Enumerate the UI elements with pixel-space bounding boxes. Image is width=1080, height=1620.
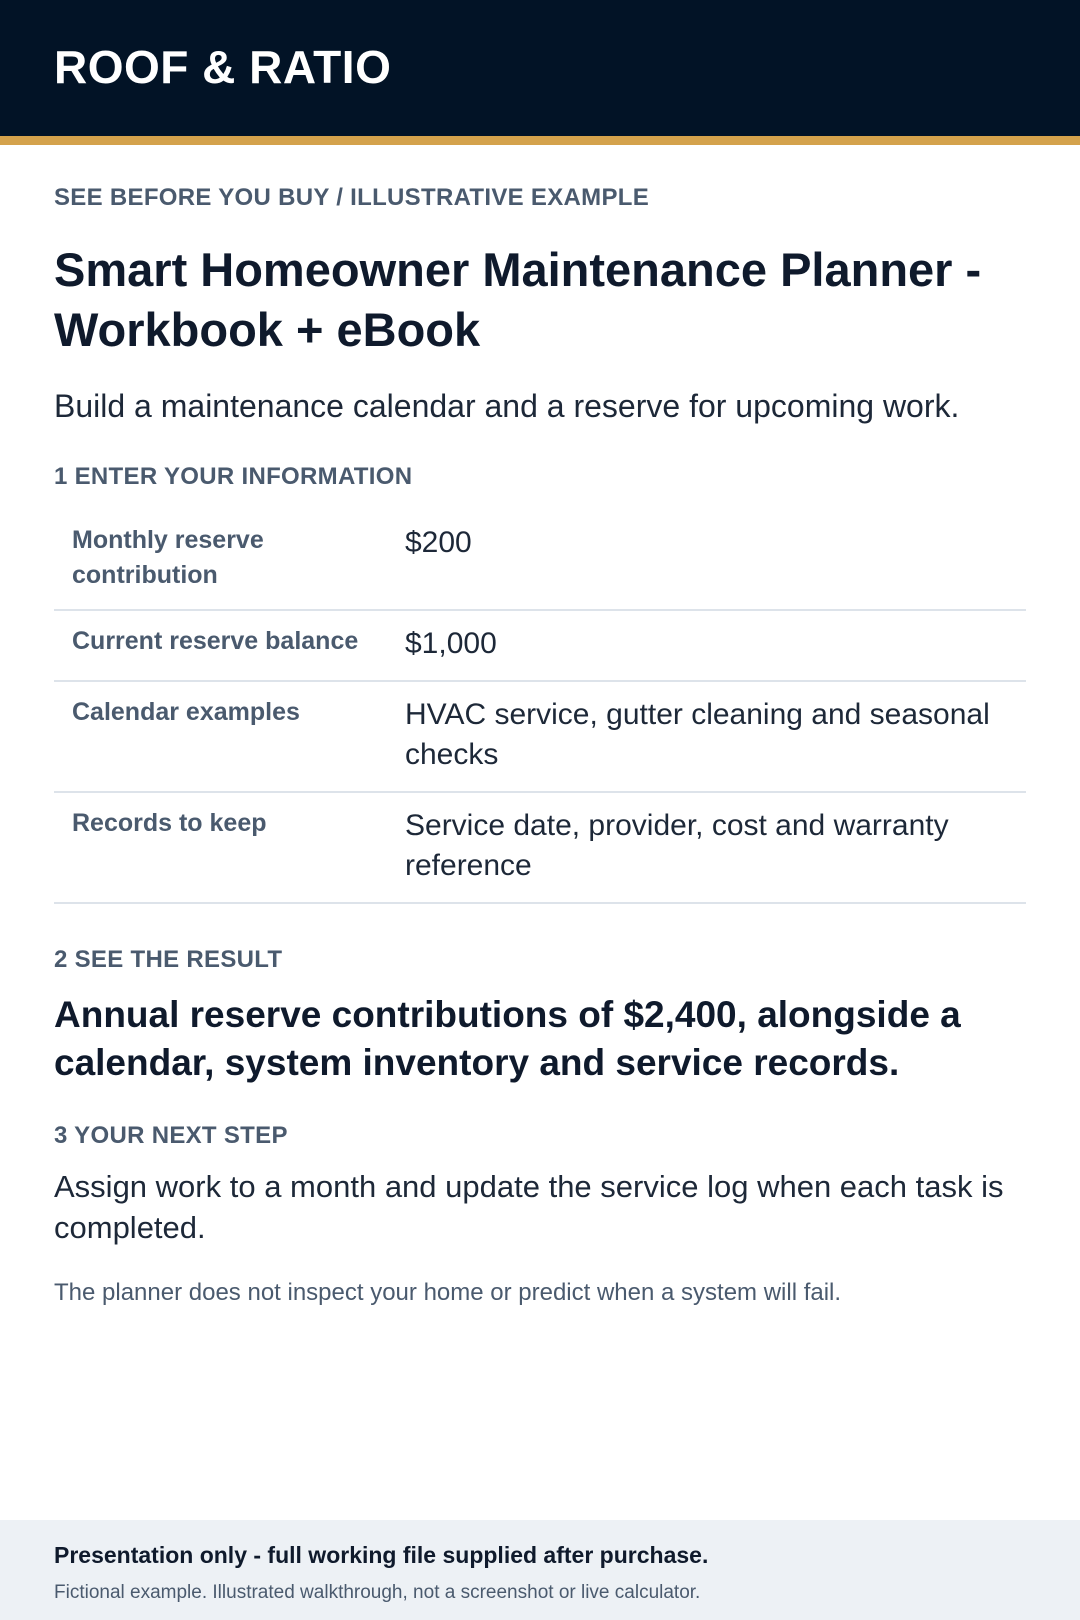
footer-presentation-note: Presentation only - full working file supplied after purchase. <box>54 1542 709 1568</box>
next-step-text: Assign work to a month and update the service log when each task is completed. <box>54 1169 1004 1245</box>
row-value: HVAC service, gutter cleaning and seasonal checks <box>405 698 990 771</box>
row-label: Calendar examples <box>72 698 300 726</box>
table-row <box>54 510 1026 611</box>
section-result-label: 2 SEE THE RESULT <box>54 946 283 973</box>
row-value: $200 <box>405 526 472 559</box>
footer-fictional-note: Fictional example. Illustrated walkthrough, not a screenshot or live calculator. <box>54 1582 701 1603</box>
page-subtitle: Build a maintenance calendar and a reserve for upcoming work. <box>54 388 960 424</box>
header-bar <box>0 0 1080 145</box>
row-label: Current reserve balance <box>72 627 359 655</box>
result-statement: Annual reserve contributions of $2,400, alongside a calendar, system inventory and service records. <box>54 994 961 1083</box>
information-table <box>54 510 1026 904</box>
row-value: $1,000 <box>405 627 497 660</box>
footer-bar <box>0 1520 1080 1620</box>
eyebrow-label: SEE BEFORE YOU BUY / ILLUSTRATIVE EXAMPLE <box>54 184 650 211</box>
row-label: Monthly reserve contribution <box>72 526 264 589</box>
table-row <box>54 682 1026 793</box>
row-label: Records to keep <box>72 809 267 837</box>
row-value: Service date, provider, cost and warranty reference <box>405 809 949 882</box>
page-title: Smart Homeowner Maintenance Planner - Workbook + eBook <box>54 243 982 356</box>
table-row <box>54 793 1026 904</box>
brand-logo-text: ROOF & RATIO <box>54 41 392 93</box>
section-enter-information-label: 1 ENTER YOUR INFORMATION <box>54 463 413 490</box>
disclaimer-text: The planner does not inspect your home or predict when a system will fail. <box>54 1279 842 1306</box>
table-row <box>54 611 1026 682</box>
section-next-step-label: 3 YOUR NEXT STEP <box>54 1122 288 1149</box>
